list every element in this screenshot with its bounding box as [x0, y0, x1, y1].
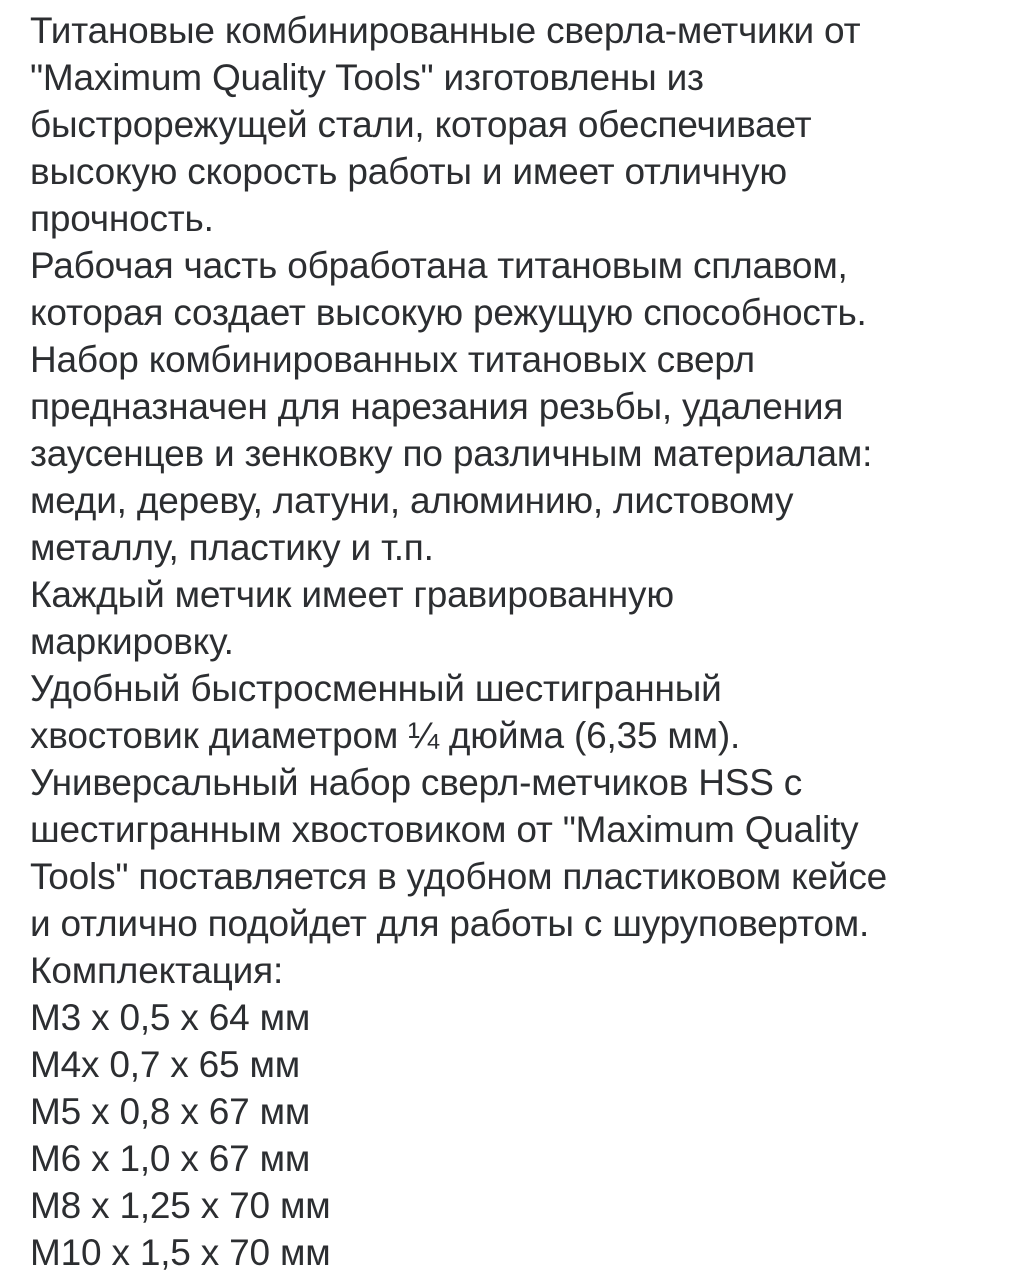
kit-item: М8 х 1,25 х 70 мм [30, 1185, 331, 1226]
text-line: хвостовик диаметром ¼ дюйма (6,35 мм). [30, 715, 741, 756]
text-line: Рабочая часть обработана титановым сплавом, [30, 245, 848, 286]
text-line: прочность. [30, 198, 214, 239]
text-line: шестигранным хвостовиком от "Maximum Quality [30, 809, 859, 850]
kit-heading: Комплектация: [30, 950, 284, 991]
text-line: высокую скорость работы и имеет отличную [30, 151, 787, 192]
kit-item: М5 х 0,8 х 67 мм [30, 1091, 311, 1132]
text-line: Титановые комбинированные сверла-метчики от [30, 10, 861, 51]
kit-item: М6 х 1,0 х 67 мм [30, 1138, 311, 1179]
text-line: металлу, пластику и т.п. [30, 527, 434, 568]
kit-item: М4х 0,7 х 65 мм [30, 1044, 300, 1085]
text-line: "Maximum Quality Tools" изготовлены из [30, 57, 704, 98]
text-line: и отлично подойдет для работы с шуруповертом. [30, 903, 870, 944]
text-line: Удобный быстросменный шестигранный [30, 668, 722, 709]
text-line: которая создает высокую режущую способность. [30, 292, 867, 333]
text-line: быстрорежущей стали, которая обеспечивает [30, 104, 812, 145]
text-line: Каждый метчик имеет гравированную [30, 574, 674, 615]
text-line: заусенцев и зенковку по различным материалам: [30, 433, 873, 474]
text-line: Универсальный набор сверл-метчиков HSS с [30, 762, 803, 803]
text-line: Tools" поставляется в удобном пластиковом кейсе [30, 856, 887, 897]
text-line: предназначен для нарезания резьбы, удаления [30, 386, 844, 427]
text-line: меди, дереву, латуни, алюминию, листовому [30, 480, 794, 521]
kit-item: М10 х 1,5 х 70 мм [30, 1232, 331, 1273]
text-line: Набор комбинированных титановых сверл [30, 339, 755, 380]
kit-item: М3 х 0,5 х 64 мм [30, 997, 311, 1038]
text-line: маркировку. [30, 621, 234, 662]
